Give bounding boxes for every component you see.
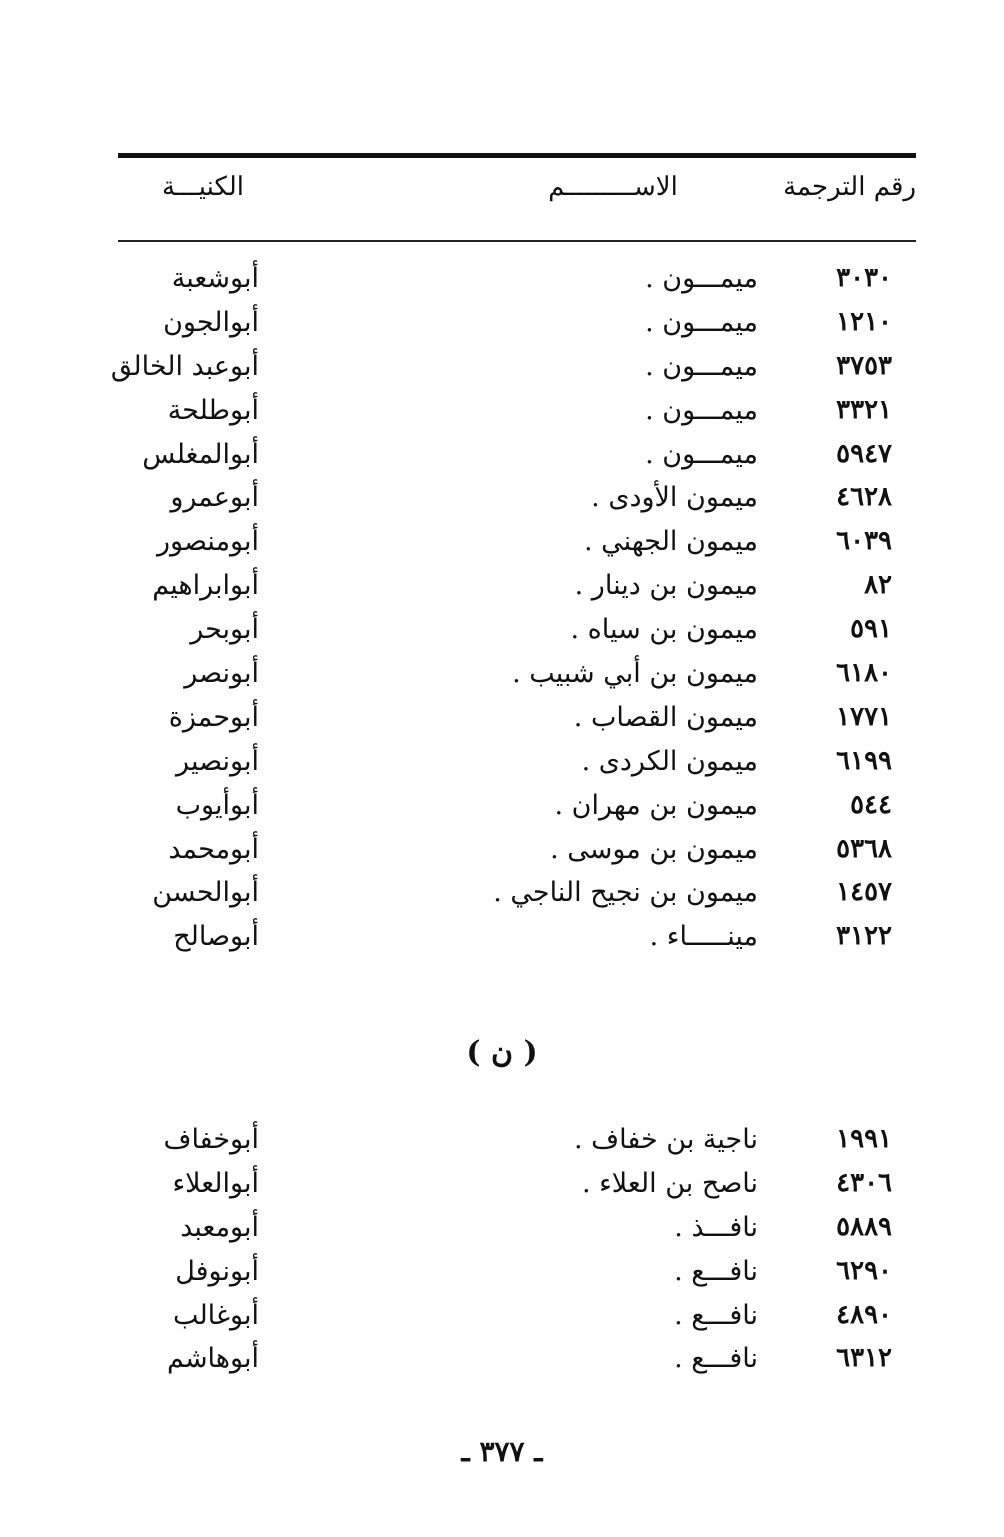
entry-name: ميمون بن دينار . [574, 570, 758, 602]
table-row [118, 784, 916, 828]
entry-name: نافـــع . [674, 1255, 758, 1287]
entry-number: ٣١٢٢ [836, 921, 892, 952]
entry-number: ٨٢ [864, 570, 892, 601]
entry-number: ٤٣٠٦ [836, 1167, 892, 1198]
header-kunya-label: الكنيـــة [162, 172, 244, 202]
entry-number: ٦٣١٢ [836, 1343, 892, 1374]
entry-number: ١٧٧١ [836, 701, 892, 732]
entry-name: نافـــع . [674, 1343, 758, 1375]
entry-name: ميمون بن موسى . [550, 833, 758, 865]
table-row [118, 433, 916, 477]
letter-section-heading: ( ن ) [466, 1035, 538, 1070]
entry-name: ميمون الكردى . [581, 745, 758, 777]
table-row [118, 476, 916, 520]
entry-number: ٥٨٨٩ [836, 1211, 892, 1242]
table-row [118, 564, 916, 608]
entry-name: ميمون بن أبي شبيب . [512, 658, 758, 690]
entry-name: ميمون بن مهران . [554, 789, 758, 821]
entry-number: ٥٩٤٧ [836, 438, 892, 469]
entry-kunya: أبومنصور [157, 526, 259, 558]
entry-kunya: أبومحمد [168, 833, 259, 865]
entry-kunya: أبونوفل [175, 1255, 259, 1287]
section-noon-entries [118, 1118, 916, 1381]
entry-number: ١٩٩١ [836, 1124, 892, 1154]
entry-name: ميمون الجهني . [584, 526, 758, 558]
entry-kunya: أبوغالب [172, 1299, 259, 1331]
table-row [118, 871, 916, 915]
entry-name: ميمـــون . [645, 394, 758, 426]
table-row [118, 389, 916, 433]
entry-name: ناجية بن خفاف . [573, 1124, 758, 1155]
entry-kunya: أبوحمزة [168, 701, 259, 733]
entry-kunya: أبونصر [184, 658, 259, 690]
entry-kunya: أبوخفاف [163, 1124, 259, 1155]
header-number-label: رقم الترجمة [783, 172, 916, 202]
table-row [110, 345, 916, 389]
table-row [118, 257, 916, 301]
entry-kunya: أبوهاشم [166, 1343, 259, 1375]
entry-number: ٥٣٦٨ [836, 833, 892, 864]
entry-number: ٦٢٩٠ [836, 1255, 892, 1286]
table-row [118, 520, 916, 564]
page-number: ـ ٣٧٧ ـ [461, 1435, 543, 1468]
entry-number: ٣٣٢١ [836, 394, 892, 425]
table-row [118, 301, 916, 345]
entry-number: ٣٧٥٣ [836, 350, 892, 381]
section-meem-entries [110, 257, 916, 959]
entry-name: مينـــــاء . [649, 921, 758, 953]
table-row [118, 1294, 916, 1338]
entry-kunya: أبوبحر [190, 614, 259, 646]
entry-kunya: أبوابراهيم [152, 570, 259, 602]
table-row [118, 828, 916, 872]
entry-number: ٥٩١ [850, 614, 892, 645]
header-top-rule [118, 153, 916, 158]
table-row [118, 608, 916, 652]
entry-name: ميمـــون . [645, 350, 758, 382]
entry-name: ميمون بن نجيح الناجي . [493, 877, 758, 909]
entry-name: نافـــذ . [674, 1211, 758, 1243]
entry-kunya: أبوالعلاء [172, 1167, 259, 1199]
entry-name: نافـــع . [674, 1299, 758, 1331]
table-row [118, 1250, 916, 1294]
table-row [118, 1118, 916, 1162]
entry-name: ميمـــون . [645, 263, 758, 294]
entry-name: ميمون القصاب . [573, 701, 758, 733]
entry-kunya: أبوالجون [163, 306, 259, 338]
entry-kunya: أبوالحسن [152, 877, 259, 909]
entry-number: ١٤٥٧ [836, 877, 892, 908]
table-row [118, 740, 916, 784]
entry-name: ميمـــون . [645, 438, 758, 470]
entry-kunya: أبومعبد [180, 1211, 259, 1243]
table-row [118, 1206, 916, 1250]
entry-name: ناصح بن العلاء . [581, 1167, 758, 1199]
entry-kunya: أبونصير [176, 745, 259, 777]
entry-number: ٤٦٢٨ [836, 482, 892, 513]
entry-kunya: أبوعمرو [170, 482, 259, 514]
table-row [118, 652, 916, 696]
entry-number: ٦١٨٠ [836, 658, 892, 689]
entry-kunya: أبوطلحة [167, 394, 259, 426]
header-name-label: الاســـــــــم [548, 172, 678, 202]
entry-number: ٣٠٣٠ [836, 263, 892, 293]
entry-name: ميمـــون . [645, 306, 758, 338]
entry-kunya: أبوعبد الخالق [110, 350, 259, 382]
entry-number: ٥٤٤ [850, 789, 892, 820]
entry-kunya: أبوالمغلس [142, 438, 259, 470]
entry-number: ٦٠٣٩ [836, 526, 892, 557]
entry-kunya: أبوأيوب [175, 789, 259, 821]
entry-name: ميمون بن سياه . [570, 614, 758, 646]
table-row [118, 1337, 916, 1381]
entry-number: ١٢١٠ [836, 306, 892, 337]
table-row [118, 1162, 916, 1206]
table-header [118, 172, 916, 216]
table-row [118, 915, 916, 959]
entry-number: ٦١٩٩ [836, 745, 892, 776]
entry-kunya: أبوشعبة [171, 263, 259, 294]
entry-number: ٤٨٩٠ [836, 1299, 892, 1330]
table-row [118, 696, 916, 740]
entry-name: ميمون الأودى . [591, 482, 758, 514]
entry-kunya: أبوصالح [173, 921, 259, 953]
header-bottom-rule [118, 240, 916, 242]
